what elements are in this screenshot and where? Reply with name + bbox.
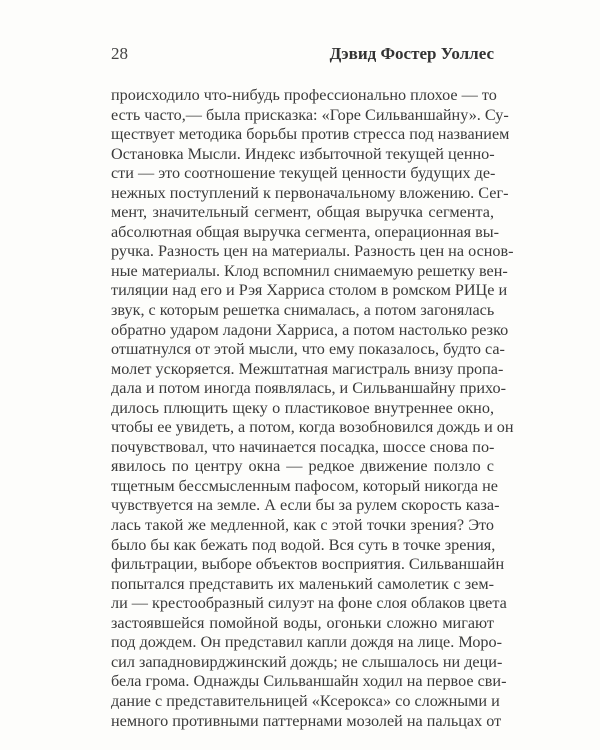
text-line: обратно ударом ладони Харриса, а потом настолько резко — [111, 320, 509, 339]
text-line: тиляции над его и Рэя Харриса столом в ромском РИЦе и — [111, 281, 508, 300]
text-line: Остановка Мысли. Индекс избыточной текущей ценно- — [111, 144, 495, 163]
text-line: звук, с которым решетка снималась, а потом загонялась — [111, 301, 495, 320]
text-line: лась такой же медленной, как с этой точки зрения? Это — [111, 516, 494, 535]
page-header — [111, 44, 494, 66]
text-line: происходило что-нибудь профессионально плохое — то — [111, 86, 497, 104]
text-line: молет ускоряется. Межштатная магистраль внизу пропа- — [111, 359, 504, 378]
text-line: нежных поступлений к первоначальному вложению. Сег- — [111, 183, 509, 202]
text-line: дание с представительницей «Ксерокса» со сложными и — [111, 691, 500, 710]
text-line: ные материалы. Клод вспомнил снимаемую решетку вен- — [111, 261, 508, 280]
text-line: ли — крестообразный силуэт на фоне слоя облаков цвета — [111, 594, 507, 613]
text-line: ручка. Разность цен на материалы. Разность цен на основ- — [111, 242, 514, 261]
text-line: сти — это соотношение текущей ценности будущих де- — [111, 164, 496, 183]
text-line: почувствовал, что начинается посадка, шоссе снова по- — [111, 437, 495, 456]
text-line: сил западновирджинский дождь; не слышалось ни деци- — [111, 652, 503, 671]
text-line: чтобы ее увидеть, а потом, когда возобновился дождь и он — [111, 418, 514, 437]
body-text — [111, 86, 514, 731]
text-line: было бы как бежать под водой. Вся суть в точке зрения, — [111, 535, 496, 554]
text-line: фильтрации, выборе объектов восприятия. Сильваншайн — [111, 555, 505, 574]
text-line: явилось по центру окна — редкое движение ползло с — [111, 457, 494, 476]
page-number: 28 — [111, 44, 128, 63]
text-line: чувствуется на земле. А если бы за рулем скорость каза- — [111, 496, 500, 515]
text-line: дала и потом иногда появлялась, и Сильваншайну прихо- — [111, 379, 506, 398]
text-line: попытался представить их маленький самолетик с зем- — [111, 574, 494, 593]
running-title: Дэвид Фостер Уоллес — [329, 44, 494, 63]
text-line: немного противными паттернами мозолей на пальцах от — [111, 711, 502, 730]
text-line: застоявшейся помойной воды, огоньки сложно мигают — [111, 613, 494, 632]
text-line: под дождем. Он представил капли дождя на лице. Моро- — [111, 633, 502, 652]
text-line: дилось плющить щеку о пластиковое внутреннее окно, — [111, 398, 494, 417]
text-line: тщетным бессмысленным пафосом, который никогда не — [111, 476, 498, 495]
text-line: абсолютная общая выручка сегмента, операционная вы- — [111, 222, 500, 241]
text-line: мент, значительный сегмент, общая выручка сегмента, — [111, 203, 494, 222]
text-line: есть часто,— была присказка: «Горе Сильваншайну». Су- — [111, 105, 509, 124]
text-line: бела грома. Однажды Сильваншайн ходил на первое сви- — [111, 672, 507, 691]
text-line: ществует методика борьбы против стресса под названием — [111, 125, 510, 144]
text-line: отшатнулся от этой мысли, что ему показалось, будто са- — [111, 340, 505, 359]
